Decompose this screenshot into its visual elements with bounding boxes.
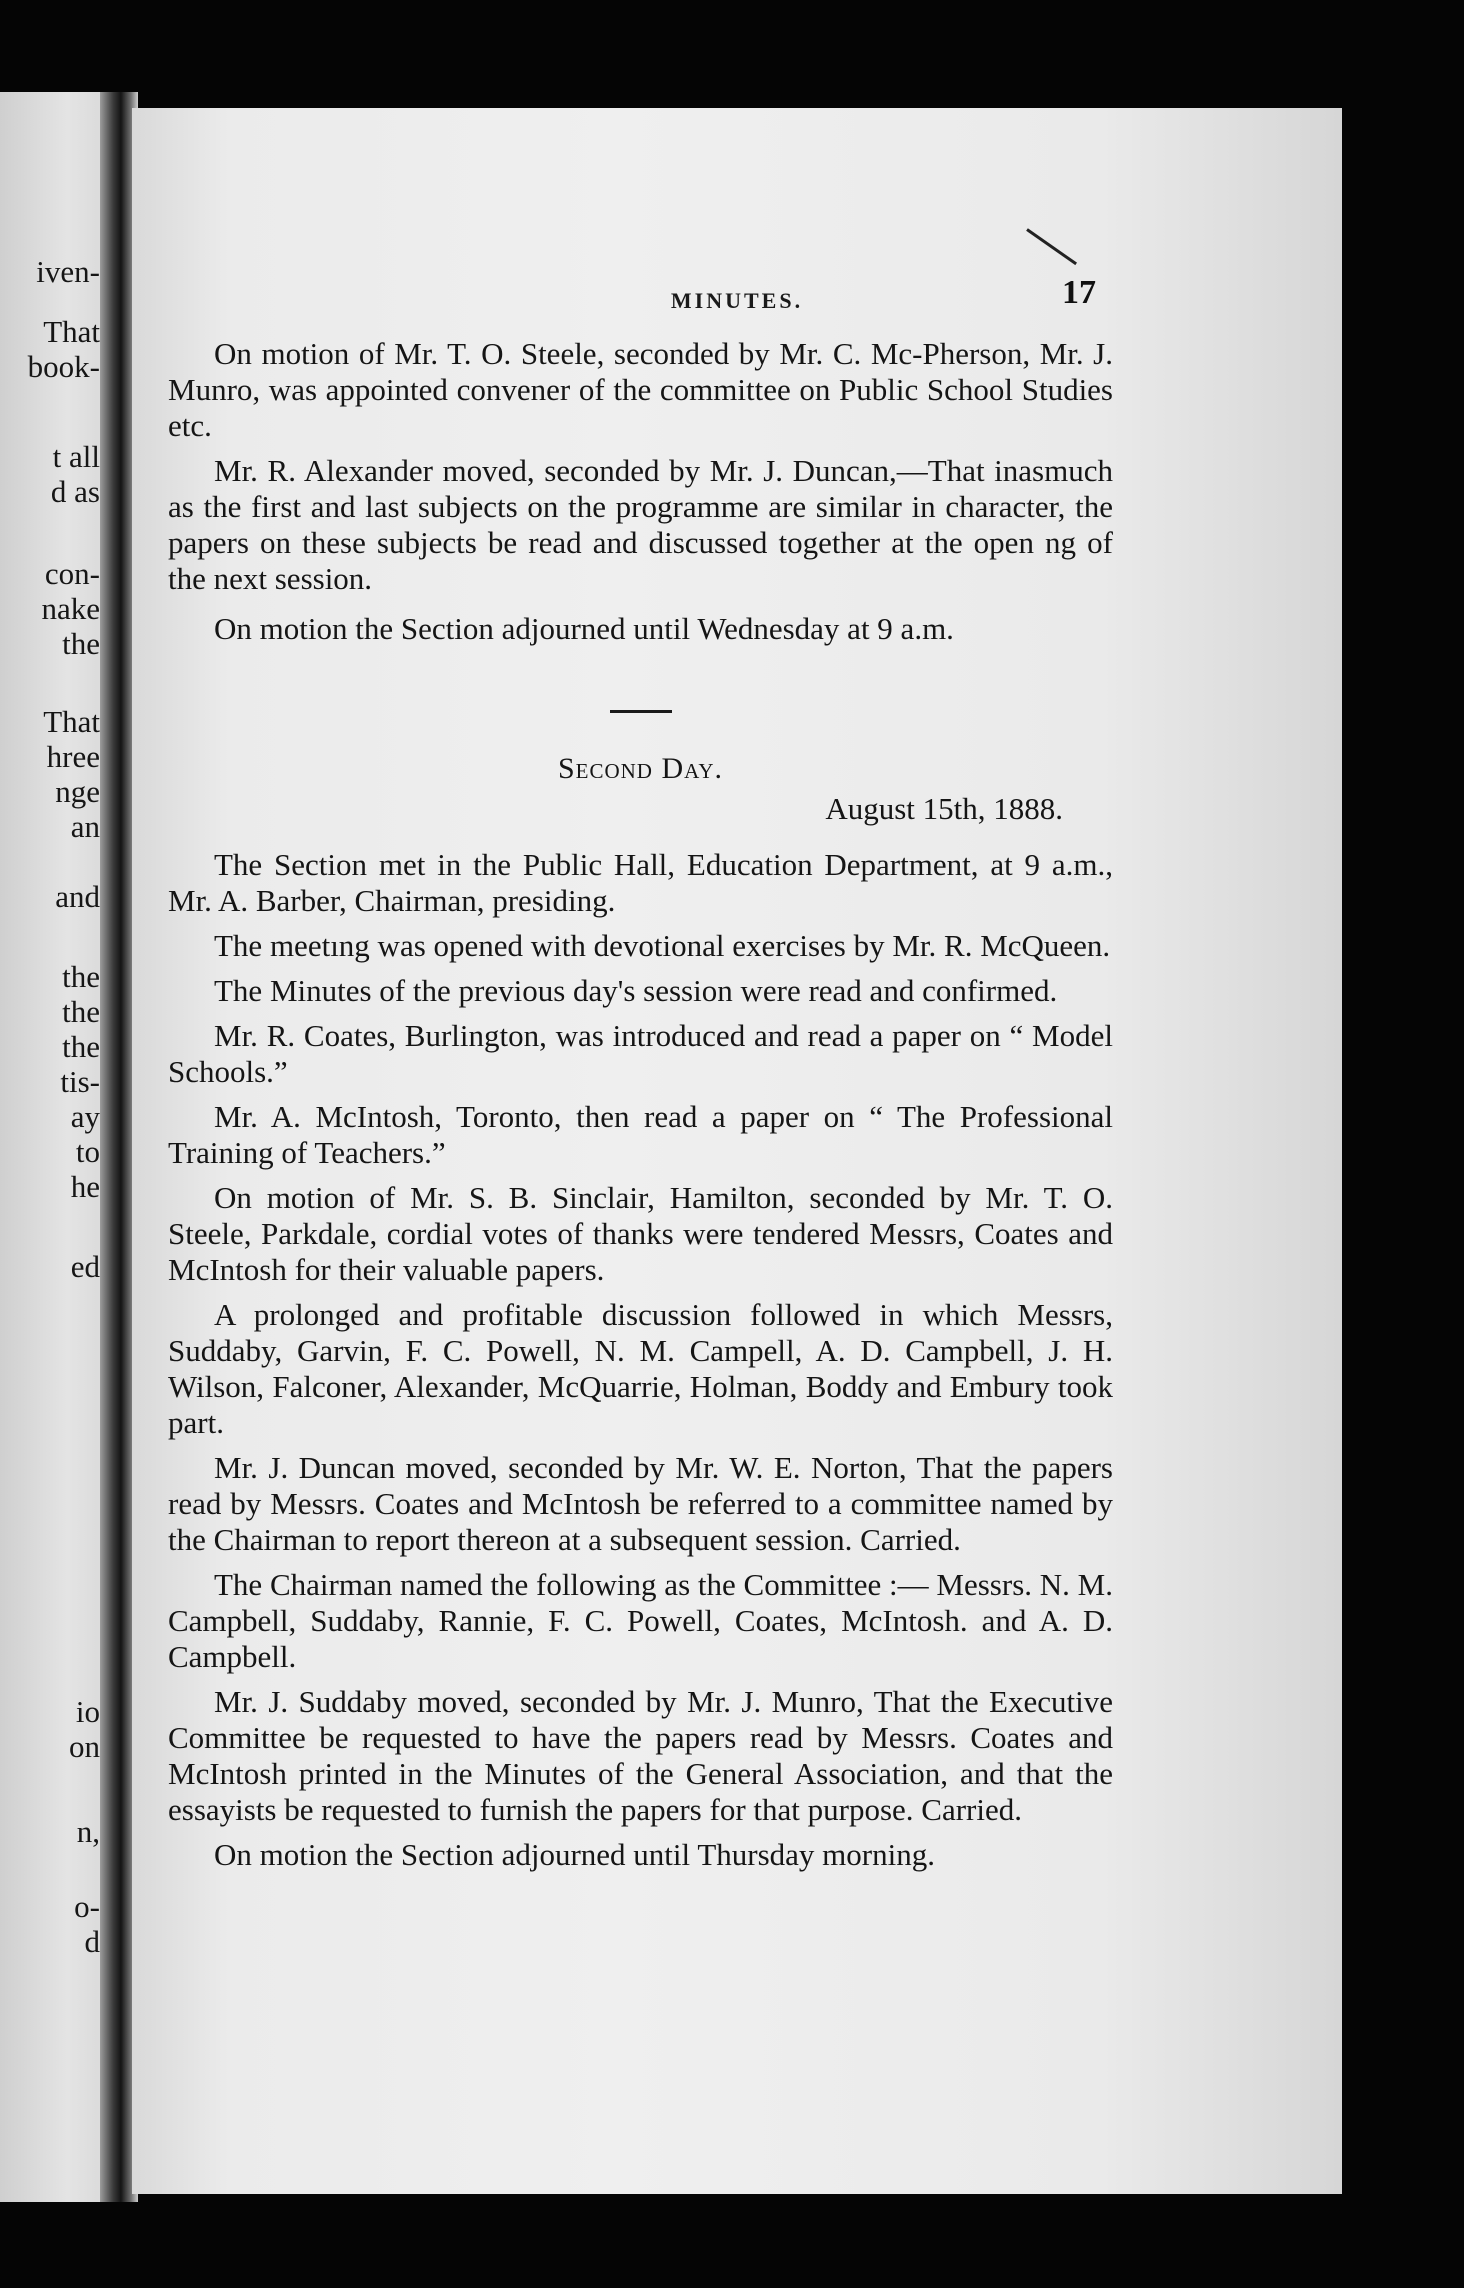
facing-page-fragment: That [43, 314, 100, 349]
facing-page-fragment: t all [52, 439, 100, 474]
paragraph: The Chairman named the following as the Committee :— Messrs. N. M. Campbell, Suddaby, Rannie, F. C. Powell, Coates, McIntosh. and A. D. Campbell. [168, 1567, 1113, 1674]
facing-page-fragment: hree [46, 739, 100, 774]
facing-page-fragment: ay [70, 1099, 100, 1134]
facing-page-fragment: o- [74, 1889, 100, 1924]
paragraph: A prolonged and profitable discussion followed in which Messrs, Suddaby, Garvin, F. C. Powell, N. M. Campell, A. D. Campbell, J. H. Wilson, Falconer, Alexander, McQuarrie, Holman, Boddy and Embury took part. [168, 1297, 1113, 1440]
pencil-mark [1026, 228, 1077, 265]
facing-page-fragment: and [55, 879, 100, 914]
facing-page-fragment: an [70, 809, 100, 844]
facing-page-fragment: on [69, 1729, 100, 1764]
facing-page-fragment: the [62, 1029, 100, 1064]
facing-page-fragment: nge [55, 774, 100, 809]
section-divider [168, 685, 1113, 721]
date-line: August 15th, 1888. [825, 791, 1063, 826]
facing-page-fragment: he [70, 1169, 100, 1204]
facing-page-fragment: iven- [36, 254, 100, 289]
paragraph: Mr. R. Alexander moved, seconded by Mr. J. Duncan,—That inasmuch as the first and last subjects on the programme are similar in character, the papers on these subjects be read and discussed together at the open ng of the next session. [168, 453, 1113, 596]
facing-page-fragment: the [62, 626, 100, 661]
facing-page-fragment: the [62, 959, 100, 994]
facing-page-fragment: nake [41, 591, 100, 626]
paragraph: The Minutes of the previous day's session were read and confirmed. [214, 973, 1058, 1008]
book-page [132, 108, 1342, 2194]
facing-page-fragment: n, [76, 1814, 100, 1849]
facing-page-fragment: ed [70, 1249, 100, 1284]
paragraph: The meetıng was opened with devotional exercises by Mr. R. McQueen. [214, 928, 1111, 963]
facing-page-fragment: to [75, 1134, 100, 1169]
facing-page-fragment: That [43, 704, 100, 739]
paragraph: Mr. J. Suddaby moved, seconded by Mr. J. Munro, That the Executive Committee be requested to have the papers read by Messrs. Coates and McIntosh printed in the Minutes of the General Association, and that the essayists be requested to furnish the papers for that purpose. Carried. [168, 1684, 1113, 1827]
paragraph: On motion of Mr. T. O. Steele, seconded by Mr. C. Mc-Pherson, Mr. J. Munro, was appointed convener of the committee on Public School Studies etc. [168, 336, 1113, 443]
facing-page-fragment: con- [44, 556, 100, 591]
running-head: MINUTES. [670, 288, 804, 313]
facing-page-fragment: d [84, 1924, 100, 1959]
day-heading: Second Day. [557, 752, 724, 785]
facing-page-fragment: tis- [60, 1064, 100, 1099]
page-body [168, 336, 1113, 1882]
paragraph: Mr. A. McIntosh, Toronto, then read a paper on “ The Professional Training of Teachers.” [168, 1099, 1113, 1170]
paragraph: On motion of Mr. S. B. Sinclair, Hamilton, seconded by Mr. T. O. Steele, Parkdale, cordial votes of thanks were tendered Messrs, Coates and McIntosh for their valuable papers. [168, 1180, 1113, 1287]
page-number: 17 [1062, 274, 1096, 311]
paragraph: Mr. J. Duncan moved, seconded by Mr. W. E. Norton, That the papers read by Messrs. Coates and McIntosh be referred to a committee named by the Chairman to report thereon at a subsequent session. Carried. [168, 1450, 1113, 1557]
paragraph: On motion the Section adjourned until Wednesday at 9 a.m. [214, 611, 954, 646]
paragraph: Mr. R. Coates, Burlington, was introduced and read a paper on “ Model Schools.” [168, 1018, 1113, 1089]
facing-page-fragment: d as [50, 474, 100, 509]
paragraph: On motion the Section adjourned until Thursday morning. [214, 1837, 935, 1872]
facing-page-fragment: the [62, 994, 100, 1029]
paragraph: The Section met in the Public Hall, Education Department, at 9 a.m., Mr. A. Barber, Chairman, presiding. [168, 847, 1113, 918]
facing-page-fragment: io [75, 1694, 100, 1729]
facing-page-fragment: book- [27, 349, 100, 384]
facing-page-edge [0, 92, 112, 2202]
